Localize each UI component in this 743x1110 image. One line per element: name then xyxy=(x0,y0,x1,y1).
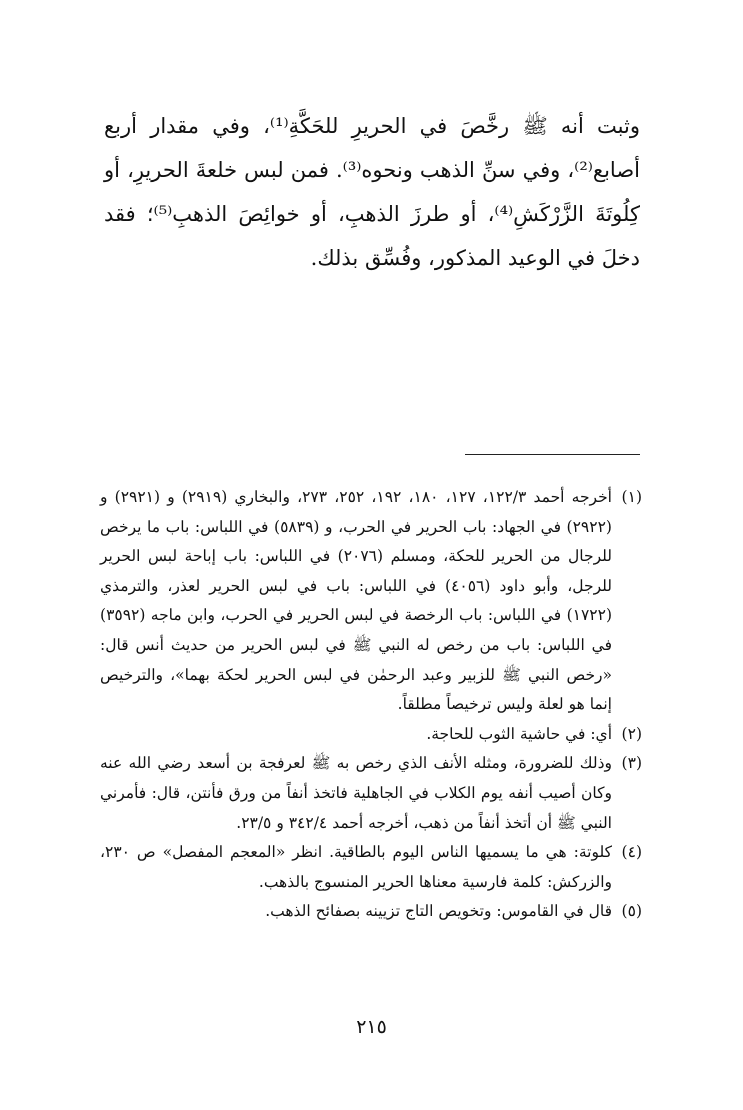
footnote-text: وذلك للضرورة، ومثله الأنف الذي رخص به ﷺ لعرفجة بن أسعد رضي الله عنه وكان أصيب أنفه يوم الكلاب في الجاهلية فاتخذ أنفاً من ورق فأنتن، قال: فأمرني النبي ﷺ أن أتخذ أنفاً من ذهب، أخرجه أحمد ٣٤٢/٤ و ٢٣/٥. xyxy=(100,754,612,832)
footnotes-section xyxy=(100,483,642,927)
footnote-text: أخرجه أحمد ١٢٢/٣، ١٢٧، ١٨٠، ١٩٢، ٢٥٢، ٢٧٣، والبخاري (٢٩١٩) و (٢٩٢١) و (٢٩٢٢) في الجهاد: باب الحرير في الحرب، و (٥٨٣٩) في اللباس: باب ما يرخص للرجال من الحرير للحكة، ومسلم (٢٠٧٦) في اللباس: باب إباحة لبس الحرير للرجل، وأبو داود (٤٠٥٦) في اللباس: باب في لبس الحرير لعذر، والترمذي (١٧٢٢) في اللباس: باب الرخصة في لبس الحرير في الحرب، وابن ماجه (٣٥٩٢) في اللباس: باب من رخص له النبي ﷺ في لبس الحرير من حديث أنس قال: «رخص النبي ﷺ للزبير وعبد الرحمٰن في لبس الحرير لحكة بهما»، والترخيص إنما هو لعلة وليس ترخيصاً مطلقاً. xyxy=(100,488,612,714)
footnote-number: (٣) xyxy=(621,754,642,773)
footnote-5 xyxy=(100,897,642,927)
footnote-3 xyxy=(100,749,642,838)
footnote-number: (١) xyxy=(621,488,642,506)
footnote-1 xyxy=(100,483,642,720)
footnote-separator xyxy=(465,454,640,455)
page-number: ٢١٥ xyxy=(356,1016,387,1038)
footnote-number: (٤) xyxy=(621,843,642,862)
footnote-2 xyxy=(100,720,642,750)
footnote-4 xyxy=(100,838,642,897)
footnote-text: كلوتة: هي ما يسميها الناس اليوم بالطاقية. انظر «المعجم المفصل» ص ٢٣٠، والزركش: كلمة فارسية معناها الحرير المنسوج بالذهب. xyxy=(100,843,612,891)
main-text-block xyxy=(104,104,640,280)
footnote-number: (٥) xyxy=(621,902,642,921)
main-paragraph: وثبت أنه ﷺ رخَّصَ في الحريرِ للحَكَّةِ⁽¹⁾، وفي مقدار أربع أصابع⁽²⁾، وفي سنِّ الذهب ونحوه⁽³⁾. فمن لبس خلعةَ الحريرِ، أو كِلُوتَةَ الزَّرْكَشِ⁽⁴⁾، أو طرزَ الذهبِ، أو خوائِصَ الذهبِ⁽⁵⁾؛ فقد دخلَ في الوعيد المذكور، وفُسِّق بذلك. xyxy=(104,114,640,270)
footnote-number: (٢) xyxy=(621,724,642,743)
footnote-text: أي: في حاشية الثوب للحاجة. xyxy=(426,724,612,743)
footnote-text: قال في القاموس: وتخويص التاج تزيينه بصفائح الذهب. xyxy=(265,902,612,921)
